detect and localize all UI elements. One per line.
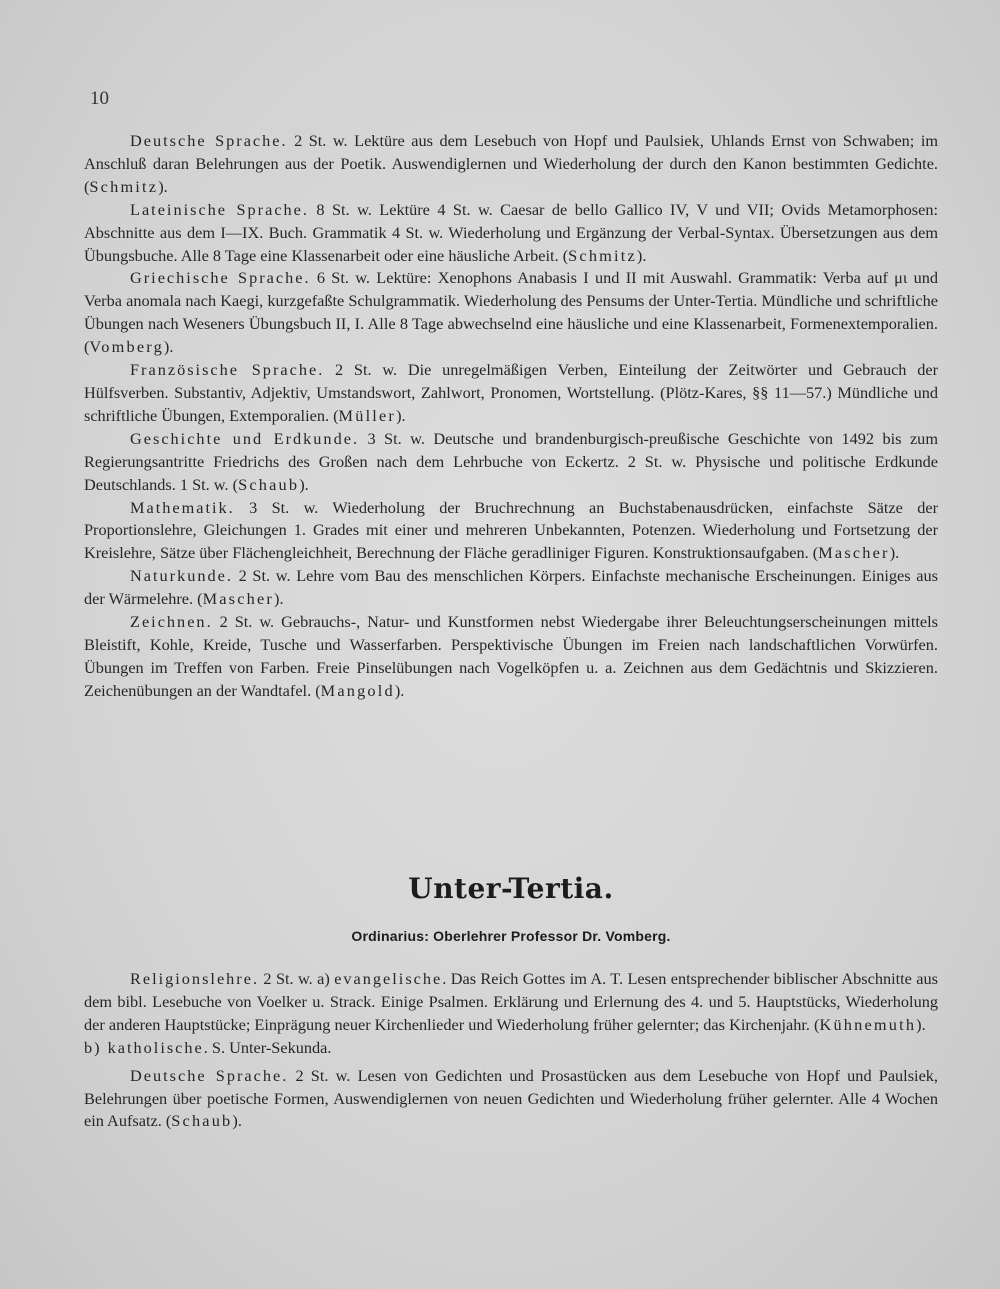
paragraph-tail: ). [394,680,405,700]
subject-heading: Deutsche Sprache. [130,131,288,150]
subject-heading: Lateinische Sprache. [130,199,309,219]
subject-heading: Deutsche Sprache. [130,1065,289,1085]
paragraph-tail: ). [889,543,900,563]
paragraph-zeichnen [84,611,938,703]
teacher-name: Müller [338,405,397,425]
paragraph-text: 3 St. w. Deutsche und brandenburgisch-preußische Geschichte von 1492 bis zum Regierungsantritte Friedrichs des Großen nach dem Lehrbuche von Eckertz. 2 St. w. Physische und politische Erdkunde Deutschlands. 1 St. w. ( [84,428,938,494]
paragraph-text: 2 St. w. Gebrauchs-, Natur- und Kunstformen nebst Wiedergabe ihrer Beleuchtungserscheinungen mittels Bleistift, Kohle, Kreide, Tusche und Wasserfarben. Perspektivische Übungen im Freien nach landschaftlichen Vorwürfen. Übungen im Treffen von Farben. Freie Pinselübungen nach Vogelköpfen u. a. Zeichnen aus dem Gedächtnis und Skizzieren. Zeichenübungen an der Wandtafel. ( [84,612,938,700]
paragraph-deutsche-sprache [84,130,938,199]
page-number: 10 [90,88,109,109]
paragraph-tail: ). [232,1111,242,1131]
paragraph-text: 2 St. w. Lehre vom Bau des menschlichen Körpers. Einfachste mechanische Erscheinungen. Einiges aus der Wärmelehre. ( [84,566,938,609]
paragraph-tail: ). [299,474,309,494]
paragraph-lateinische-sprache [84,199,938,268]
section-title: Unter-Tertia. [408,872,614,905]
teacher-name: Kühnemuth [819,1014,917,1034]
paragraph-text-second: . S. Unter-Sekunda. [203,1037,332,1057]
paragraph-tail: ). [274,589,284,609]
upper-section [84,130,938,703]
paragraph-tail: ). [396,405,406,425]
paragraph-text: 2 St. w. Die unregelmäßigen Verben, Einteilung der Zeitwörter und Gebrauch der Hülfsverben. Substantiv, Adjektiv, Umstandswort, Zahlwort, Pronomen, Wortstellung. (Plötz-Kares, §§ 11—57.) Mündliche und schriftliche Übungen, Extemporalien. ( [84,360,938,425]
denomination-label-second: b) katholische [84,1037,204,1057]
teacher-name: Schaub [238,474,300,494]
paragraph-griechische-sprache [84,267,938,359]
subject-heading: Mathematik. [130,497,235,517]
paragraph-tail: ). [158,176,168,196]
teacher-name: Schmitz [89,176,159,196]
paragraph-naturkunde [84,565,938,611]
ordinarius-line: Ordinarius: Oberlehrer Professor Dr. Vomberg. [351,928,671,944]
paragraph-tail: ). [163,337,174,357]
subject-heading: Französische Sprache. [130,360,325,380]
paragraph-text: 3 St. w. Wiederholung der Bruchrechnung an Buchstabenausdrücken, einfachste Sätze der Proportionslehre, Gleichungen 1. Grades mit einer und mehreren Unbekannten, Potenzen. Wiederholung und Fortsetzung der Kreislehre, Sätze über Flächengleichheit, Berechnung der Fläche geradliniger Figuren. Konstruktionsaufgaben. ( [84,497,938,563]
teacher-name: Mangold [320,680,395,700]
paragraph-geschichte-erdkunde [84,428,938,497]
teacher-name: Schaub [171,1111,233,1131]
teacher-name: Schmitz [568,245,637,265]
paragraph-religionslehre [84,968,938,1060]
paragraph-tail: ). [916,1014,926,1034]
subject-heading: Griechische Sprache. [130,268,311,288]
paragraph-text: 2 St. w. Lektüre aus dem Lesebuch von Hopf und Paulsiek, Uhlands Ernst von Schwaben; im Anschluß daran Belehrungen aus der Poetik. Auswendiglernen und Wiederholung der durch den Kanon bestimmten Gedichte. ( [84,131,939,196]
paragraph-deutsche-sprache-unter-tertia [84,1065,938,1134]
paragraph-text: 2 St. w. Lesen von Gedichten und Prosastücken aus dem Lesebuche von Hopf und Paulsiek, Belehrungen über poetische Formen, Auswendiglernen von neuen Gedichten und Wiederholung früher gelernter. Alle 4 Wochen ein Aufsatz. ( [84,1065,939,1131]
paragraph-text: 8 St. w. Lektüre 4 St. w. Caesar de bello Gallico IV, V und VII; Ovids Metamorphosen: Abschnitte aus dem I—IX. Buch. Grammatik 4 St. w. Wiederholung und Ergänzung der Verbal-Syntax. Übersetzungen aus dem Übungsbuche. Alle 8 Tage eine Klassenarbeit oder eine häusliche Arbeit. ( [84,199,938,265]
teacher-name: Mascher [202,589,275,609]
denomination-label: evangelische [334,969,443,988]
teacher-name: Mascher [818,543,890,563]
lower-section [84,968,938,1133]
paragraph-tail: ). [636,245,647,265]
paragraph-text: 6 St. w. Lektüre: Xenophons Anabasis I und II mit Auswahl. Grammatik: Verba auf μι und Verba anomala nach Kaegi, kurzgefaßte Schulgrammatik. Wiederholung des Pensums der Unter-Tertia. Mündliche und schriftliche Übungen nach Weseners Übungsbuch II, I. Alle 8 Tage abwechselnd eine häusliche und eine Klassenarbeit, Formenextemporalien. ( [84,268,939,357]
subject-heading: Religionslehre. [130,969,260,988]
paragraph-franzoesische-sprache [84,359,938,428]
subject-heading: Zeichnen. [130,612,213,632]
teacher-name: Vomberg [89,337,164,357]
paragraph-mathematik [84,497,938,566]
paragraph-text-continued: . Das Reich Gottes im A. T. Lesen entsprechender biblischer Abschnitte aus dem bibl. Lesebuche von Voelker u. Strack. Einige Psalmen. Erklärung und Erlernung des 4. und 5. Hauptstücks, Wiederholung der anderen Hauptstücke; Einprägung neuer Kirchenlieder und Wiederholung früher gelernter; das Kirchenjahr. ( [84,969,938,1034]
paragraph-text: 2 St. w. a) [259,969,335,988]
subject-heading: Geschichte und Erdkunde. [130,428,360,448]
subject-heading: Naturkunde. [130,566,233,586]
